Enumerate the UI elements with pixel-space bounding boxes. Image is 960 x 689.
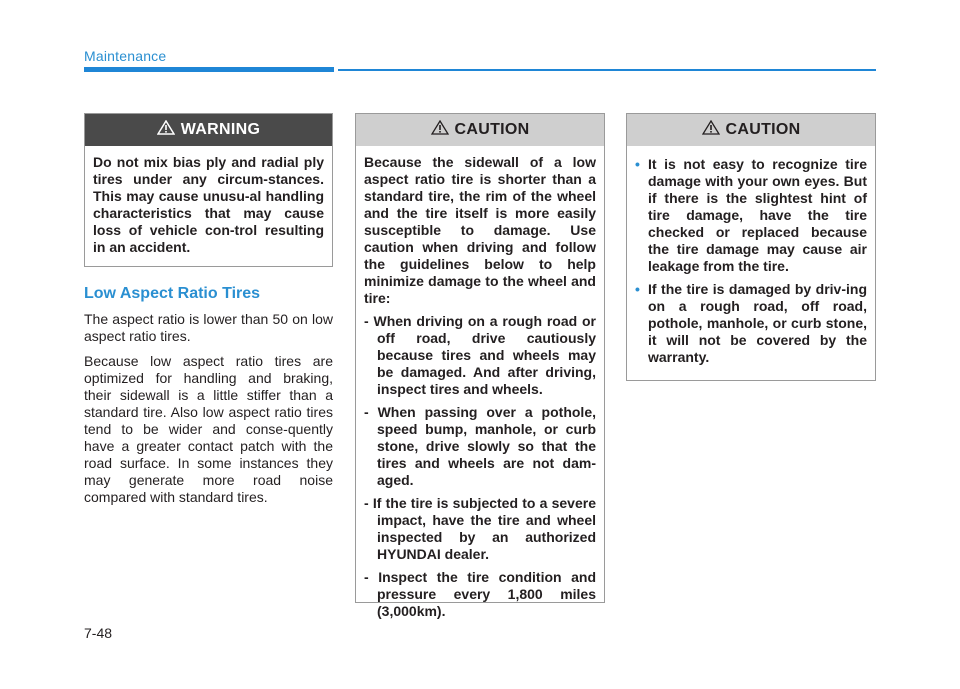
- warning-title: WARNING: [180, 121, 261, 138]
- caution-body-1: [356, 146, 604, 636]
- caution-bullet-text: It is not easy to recognize tire damage with your own eyes. But if there is the slightest hint of tire damage, have the tire checked or replaced because the tire damage may cause air leakage from the tire.: [648, 156, 867, 274]
- caution-title-2: CAUTION: [725, 121, 801, 138]
- caution-list-item: - If the tire is subjected to a severe impact, have the tire and wheel inspected by an authorized HYUNDAI dealer.: [364, 495, 596, 562]
- warning-triangle-icon: [431, 120, 449, 140]
- caution-list-item: - When passing over a pothole, speed bump, manhole, or curb stone, drive slowly so that the tires and wheels are not dam-aged.: [364, 404, 596, 488]
- caution-bullet-item: [635, 156, 867, 275]
- bullet-icon: •: [635, 281, 640, 297]
- caution-body-2: [627, 146, 875, 382]
- caution-bullet-text: If the tire is damaged by driv-ing on a rough road, off road, pothole, manhole, or curb stone, it will not be covered by the warranty.: [648, 281, 867, 365]
- low-aspect-paragraph-2: Because low aspect ratio tires are optimized for handling and braking, their sidewall is a little stiffer than a standard tire. Also low aspect ratio tires tend to be wider and conse-quently have a greater contact patch with the road surface. In some instances they may generate more road noise compared with standard tires.: [84, 353, 333, 505]
- warning-header: [85, 114, 332, 146]
- caution-title-1: CAUTION: [454, 121, 530, 138]
- caution-box-1: [355, 113, 605, 619]
- caution-box-2: [626, 113, 876, 381]
- warning-text: Do not mix bias ply and radial ply tires under any circum-stances. This may cause unusu-al handling characteristics that may cause loss of vehicle con-trol resulting in an accident.: [93, 154, 324, 255]
- low-aspect-paragraph-1: The aspect ratio is lower than 50 on low aspect ratio tires.: [84, 311, 333, 344]
- page-number: 7-48: [84, 625, 113, 641]
- warning-box: [84, 113, 333, 267]
- bullet-icon: •: [635, 156, 640, 172]
- caution-intro: Because the sidewall of a low aspect ratio tire is shorter than a standard tire, the rim of the wheel and the tire itself is more easily susceptible to damage. Use caution when driving and follow the guidelines below to help minimize damage to the wheel and tire:: [364, 154, 596, 306]
- warning-triangle-icon: [702, 120, 720, 140]
- caution-list-item: - Inspect the tire condition and pressure every 1,800 miles (3,000km).: [364, 569, 596, 619]
- low-aspect-heading: Low Aspect Ratio Tires: [84, 285, 261, 302]
- caution-bullet-item: [635, 281, 867, 366]
- warning-triangle-icon: [157, 120, 175, 140]
- header-rule-thick: [84, 67, 334, 72]
- section-title: Maintenance: [84, 48, 167, 64]
- caution-header-1: [356, 114, 604, 146]
- header-rule-thin: [338, 69, 876, 71]
- caution-list-item: - When driving on a rough road or off road, drive cautiously because tires and wheels may be damaged. And after driving, inspect tires and wheels.: [364, 313, 596, 397]
- low-aspect-body: [84, 311, 333, 514]
- caution-header-2: [627, 114, 875, 146]
- warning-body: [85, 146, 332, 272]
